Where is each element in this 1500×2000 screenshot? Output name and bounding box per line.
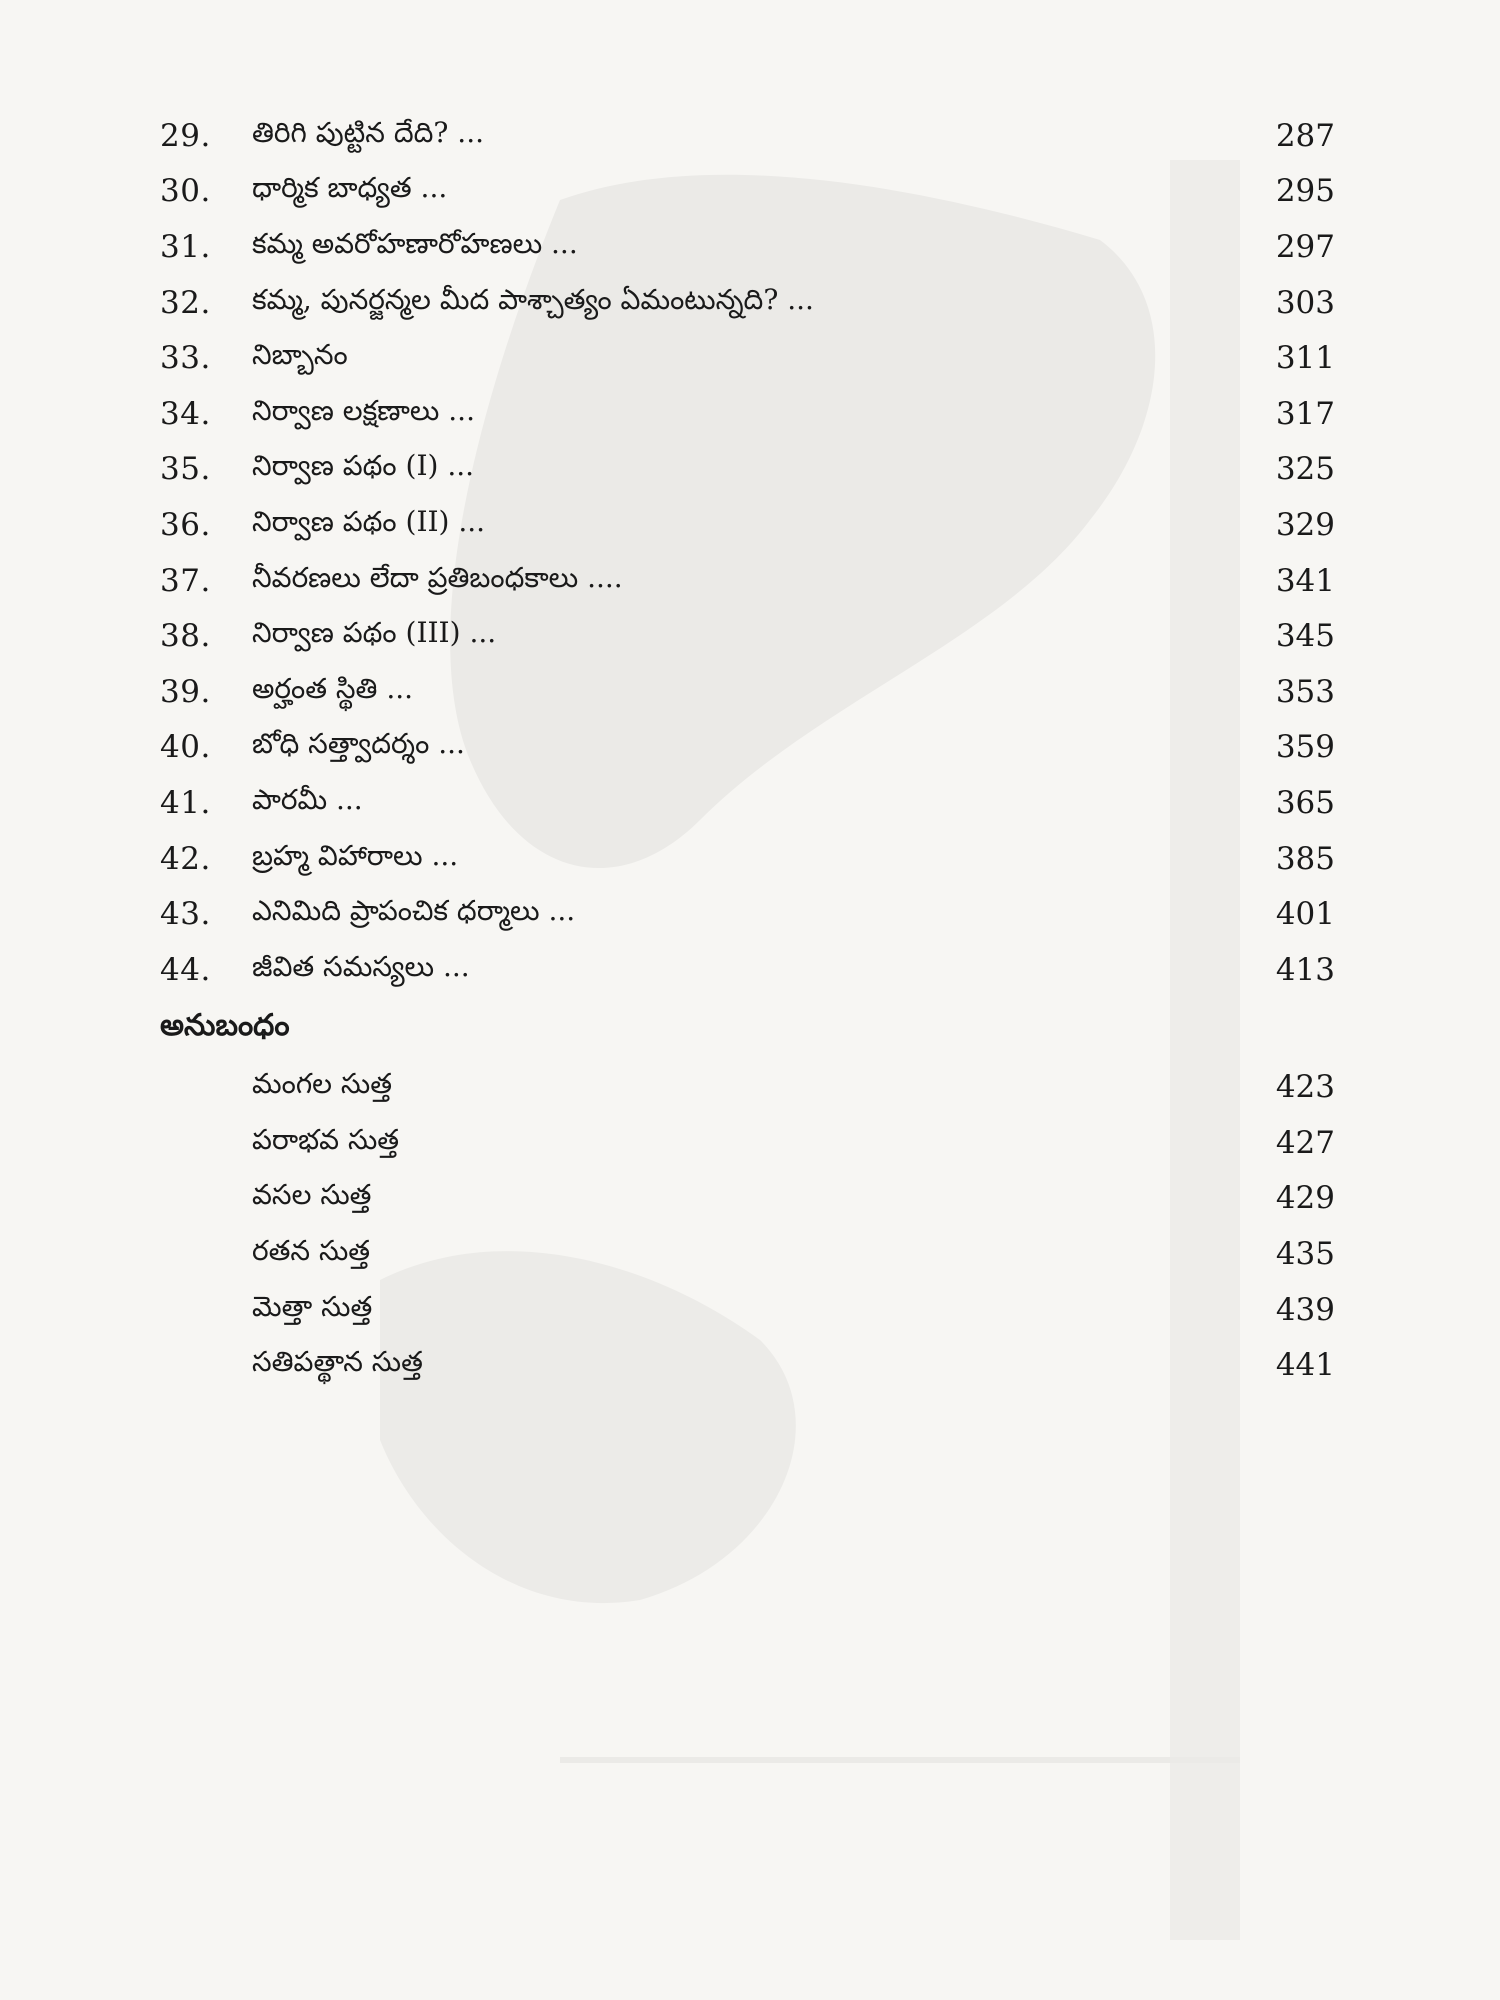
entry-title: నిర్వాణ పథం (II) ... — [252, 504, 486, 538]
entry-title: నిర్వాణ లక్షణాలు ... — [252, 393, 475, 427]
entry-title: మెత్తా సుత్త — [252, 1289, 373, 1323]
appendix-heading: అనుబంధం — [160, 1007, 290, 1043]
entry-page-number: 353 — [1275, 673, 1335, 710]
toc-entry — [160, 108, 1335, 164]
entry-title: నీవరణలు లేదా ప్రతిబంధకాలు .... — [252, 560, 623, 594]
entry-page-number: 413 — [1275, 951, 1335, 988]
entry-page-number: 297 — [1275, 228, 1335, 265]
toc-entry — [160, 664, 1335, 720]
entry-page-number: 365 — [1275, 784, 1335, 821]
entry-page-number: 311 — [1275, 340, 1335, 377]
entry-page-number: 423 — [1275, 1069, 1335, 1106]
toc-entry — [160, 608, 1335, 664]
entry-page-number: 429 — [1275, 1180, 1335, 1217]
entry-number: 37. — [160, 562, 211, 599]
entry-page-number: 427 — [1275, 1124, 1335, 1161]
toc-entry — [160, 275, 1335, 331]
table-of-contents — [160, 108, 1335, 1393]
toc-entry — [160, 831, 1335, 887]
appendix-entry — [160, 1337, 1335, 1393]
entry-number: 43. — [160, 896, 211, 933]
entry-page-number: 287 — [1275, 117, 1335, 154]
entry-title: నిబ్బానం — [252, 338, 348, 372]
entry-page-number: 435 — [1275, 1236, 1335, 1273]
entry-page-number: 341 — [1275, 562, 1335, 599]
entry-number: 41. — [160, 784, 211, 821]
appendix-entry — [160, 1115, 1335, 1171]
entry-title: అర్హంత స్థితి ... — [252, 671, 414, 705]
entry-page-number: 325 — [1275, 451, 1335, 488]
toc-entry — [160, 386, 1335, 442]
entry-page-number: 295 — [1275, 173, 1335, 210]
entry-page-number: 345 — [1275, 618, 1335, 655]
entry-number: 31. — [160, 228, 211, 265]
entry-page-number: 329 — [1275, 506, 1335, 543]
entry-number: 38. — [160, 618, 211, 655]
entry-number: 39. — [160, 673, 211, 710]
entry-number: 35. — [160, 451, 211, 488]
entry-number: 29. — [160, 117, 211, 154]
entry-title: మంగల సుత్త — [252, 1067, 393, 1101]
appendix-entry — [160, 1060, 1335, 1116]
entry-page-number: 317 — [1275, 395, 1335, 432]
toc-entry — [160, 553, 1335, 609]
entry-title: బోధి సత్త్వాదర్శం ... — [252, 727, 465, 761]
toc-entry — [160, 219, 1335, 275]
toc-entry — [160, 497, 1335, 553]
entry-title: నిర్వాణ పథం (III) ... — [252, 616, 497, 650]
toc-entry — [160, 164, 1335, 220]
entry-title: తిరిగి పుట్టిన దేది? ... — [252, 115, 484, 149]
entry-page-number: 441 — [1275, 1347, 1335, 1384]
entry-page-number: 359 — [1275, 729, 1335, 766]
entry-number: 34. — [160, 395, 211, 432]
toc-entry — [160, 720, 1335, 776]
toc-entry — [160, 886, 1335, 942]
toc-entry — [160, 775, 1335, 831]
toc-entry — [160, 330, 1335, 386]
entry-title: సతిపత్థాన సుత్త — [252, 1345, 423, 1379]
entry-number: 44. — [160, 951, 211, 988]
entry-title: పరాభవ సుత్త — [252, 1122, 400, 1156]
entry-title: నిర్వాణ పథం (I) ... — [252, 449, 475, 483]
appendix-entry — [160, 1171, 1335, 1227]
entry-page-number: 385 — [1275, 840, 1335, 877]
entry-number: 33. — [160, 340, 211, 377]
appendix-entry — [160, 1226, 1335, 1282]
entry-page-number: 303 — [1275, 284, 1335, 321]
entry-title: జీవిత సమస్యలు ... — [252, 949, 470, 983]
entry-title: వసల సుత్త — [252, 1178, 372, 1212]
entry-title: బ్రహ్మ విహారాలు ... — [252, 838, 459, 872]
entry-page-number: 401 — [1275, 896, 1335, 933]
entry-title: కమ్మ అవరోహణారోహణలు ... — [252, 226, 578, 260]
entry-number: 40. — [160, 729, 211, 766]
entry-title: పారమీ ... — [252, 782, 363, 816]
toc-entry — [160, 442, 1335, 498]
entry-title: రతన సుత్త — [252, 1234, 371, 1268]
entry-title: కమ్మ, పునర్జన్మల మీద పాశ్చాత్యం ఏమంటున్నది? ... — [252, 282, 814, 316]
entry-title: ధార్మిక బాధ్యత ... — [252, 171, 448, 205]
appendix-entry — [160, 1282, 1335, 1338]
entry-title: ఎనిమిది ప్రాపంచిక ధర్మాలు ... — [252, 894, 576, 928]
toc-entry — [160, 942, 1335, 998]
entry-number: 42. — [160, 840, 211, 877]
entry-number: 32. — [160, 284, 211, 321]
entry-number: 30. — [160, 173, 211, 210]
entry-number: 36. — [160, 506, 211, 543]
entry-page-number: 439 — [1275, 1291, 1335, 1328]
